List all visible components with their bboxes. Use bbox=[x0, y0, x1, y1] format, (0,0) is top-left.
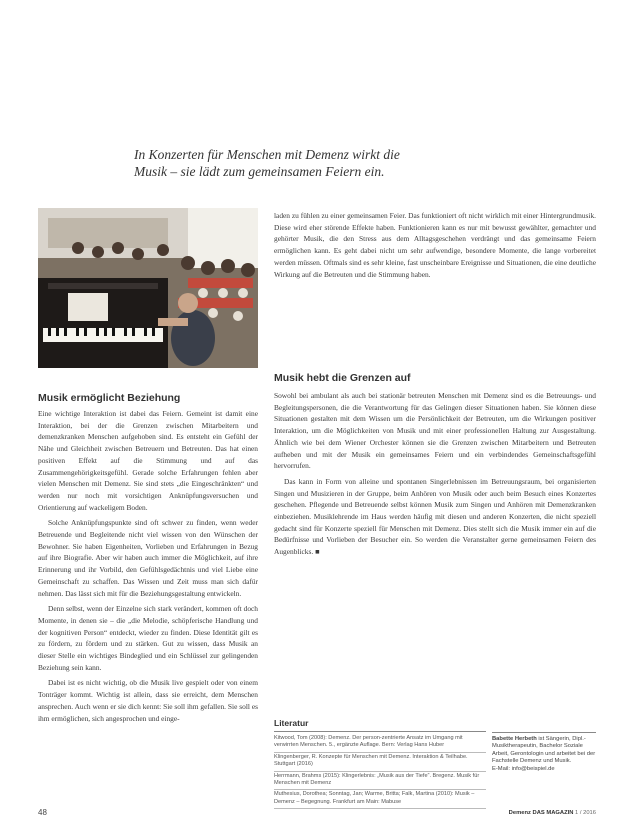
literature-entry: Herrmann, Brahms (2015): Klingerlebnis: „Musik aus der Tiefe“. Bregenz. Musik für Menschen mit Demenz bbox=[274, 772, 486, 791]
paragraph: Sowohl bei ambulant als auch bei stationär betreuten Menschen mit Demenz sind es die Betreuungs- und Begleitungspersonen, die die Verantwortung für das Gelingen dieser Situationen haben. Sie können diese Situationen gestalten mit dem Wissen um die Persönlichkeit der Betreuten, um die Wirkungen positiver Interaktion, um die Möglichkeiten von Musik und mit einer professionellen Haltung zur Ausgestaltung. Ähnlich wie bei dem Wiener Orchester können sie die Grenzen zwischen Mitarbeitern und Betreuten aufheben und mit der Musik ein gemeinsames Feiern und ein verbindendes Gemeinschaftsgefühl hervorrufen. bbox=[274, 391, 596, 471]
right-column-top bbox=[274, 210, 596, 284]
author-bio: ist Sängerin, Dipl.-Musiktherapeutin, Bachelor Soziale Arbeit, Gerontologin und arbeitet bei der Fachstelle Demenz und Musik. bbox=[492, 736, 596, 765]
author-name: Babette Herbeth bbox=[492, 736, 537, 742]
issue-number: 1 / 2016 bbox=[575, 810, 596, 816]
literature-heading: Literatur bbox=[274, 718, 309, 728]
paragraph: Denn selbst, wenn der Einzelne sich stark verändert, kommen oft doch Momente, in denen sie – die „die Melodie, schöpferische Handlung und der kognitiven Person“ entdeckt, wieder zu finden. Diese Identität gilt es zu fördern, zu fördern und zu stärken. Gut zu wissen, dass Musik an dieser Stelle ein wichtiges Bindeglied und ein Schlüssel zur gelingenden Beziehung sein kann. bbox=[38, 604, 258, 672]
left-column bbox=[38, 408, 258, 728]
literature-entry: Kitwood, Tom (2008): Demenz. Der person-zentrierte Ansatz im Umgang mit verwirrten Menschen. 5., ergänzte Auflage. Bern: Verlag Hans Huber bbox=[274, 734, 486, 753]
concert-photo-icon bbox=[38, 208, 258, 368]
page-number: 48 bbox=[38, 808, 47, 817]
divider bbox=[274, 731, 486, 732]
paragraph bbox=[274, 476, 596, 558]
journal-name: Demenz DAS MAGAZIN bbox=[508, 810, 574, 816]
section-heading-right: Musik hebt die Grenzen auf bbox=[274, 372, 411, 384]
author-email[interactable]: E-Mail: info@beispiel.de bbox=[492, 765, 555, 772]
right-column bbox=[274, 390, 596, 562]
paragraph: Dabei ist es nicht wichtig, ob die Musik live gespielt oder von einem Tonträger kommt. Wichtig ist allein, dass sie erreicht, dem Menschen ansprechen. Auch wenn er sie dich kennt: Sie soll ihm gefallen. Sie soll es ihm ermöglichen, sich angesprochen und einge- bbox=[38, 678, 258, 723]
end-mark: ■ bbox=[315, 547, 320, 557]
literature-entry: Muthesius, Dorothea; Sonntag, Jan; Warme, Britta; Falk, Martina (2010): Musik – Demenz – Begegnung. Frankfurt am Main: Mabuse bbox=[274, 790, 486, 809]
literature-section bbox=[274, 718, 486, 809]
footer-journal bbox=[509, 810, 596, 816]
paragraph-text: Das kann in Form von alleine und spontanen Singerlebnissen im Betreuungsraum, bei organisierten Singen und Musizieren in der Gruppe, beim Anhören von Musik oder auch beim Besuch eines Konzertes geschehen. Pflegende und Betreuende selbst können Musik zum Singen und Anhören mit Demenzkranken einbeziehen. Musiklehrende im Haus werden häufig mit diesen und anderen Konzerten, die nicht speziell gedacht sind für Konzerte speziell für Menschen mit Demenz. Dies stellt sich die Musik immer ein auf die Bedürfnisse und Vorlieben der Besucher ein. So werden die Veranstalter gerne gemeinsamen Feiern des Augenblicks. bbox=[274, 476, 596, 557]
author-box bbox=[492, 732, 596, 773]
section-heading-left: Musik ermöglicht Beziehung bbox=[38, 392, 181, 404]
paragraph: laden zu fühlen zu einer gemeinsamen Feier. Das funktioniert oft nicht wirklich mit einer Hintergrundmusik. Diese wird eher störende Effekte haben. Funktionieren kann es nur mit bewusst gewählter, gemachter und gehörter Musik, die den Stress aus dem Alltagsgeschehen verdrängt und das gemeinsame Feiern ermöglichen kann. Es geht dabei nicht um sehr aufwendige, besondere Momente, die lange vorbereitet werden müssen. Oftmals sind es sehr kleine, fast unscheinbare Ereignisse und Situationen, die eine deutliche Wirkung auf die Betreuten und die Stimmung haben. bbox=[274, 211, 596, 279]
paragraph: Eine wichtige Interaktion ist dabei das Feiern. Gemeint ist damit eine Interaktion, bei der die Grenzen zwischen Mitarbeitern und demenzkranken Menschen aufgehoben sind. Es entsteht ein Gefühl der Nähe und Gleichheit zwischen Betreuern und Betreuten. Das hat einen positiven Effekt auf die Stimmung und auf das Zusammengehörigkeitsgefühl. Gerade solche Erfahrungen fehlen aber vielen Menschen mit Demenz. Sie sind stets „die Eingeschränkten“ und werden nur noch mit vorsichtigen Anknüpfungsversuchen und Orientierung auf wackeligem Boden. bbox=[38, 409, 258, 512]
concert-photo bbox=[38, 208, 258, 368]
paragraph: Solche Anknüpfungspunkte sind oft schwer zu finden, wenn weder Betreuende und Begleitende nicht viel wissen von den Wünschen der Bewohner. Sie haben Eigenheiten, Vorlieben und Erfahrungen in Bezug auf ihre Biografie. Aber wir haben auch immer die Möglichkeit, auf ihre Erinnerung und ihr Vorbild, den Gefühlsgedächtnis und viel Liebe eine Gemeinschaft zu schaffen. Das Wissen und Zeit muss man sich dafür nehmen. Das lässt sich mit für die Beziehungsgestaltung entwickeln. bbox=[38, 518, 258, 598]
literature-entry: Klingenberger, R. Konzepte für Menschen mit Demenz. Interaktion & Teilhabe. Stuttgart (2016) bbox=[274, 753, 486, 772]
pull-quote: In Konzerten für Menschen mit Demenz wirkt die Musik – sie lädt zum gemeinsamen Feiern ein. bbox=[134, 147, 400, 179]
